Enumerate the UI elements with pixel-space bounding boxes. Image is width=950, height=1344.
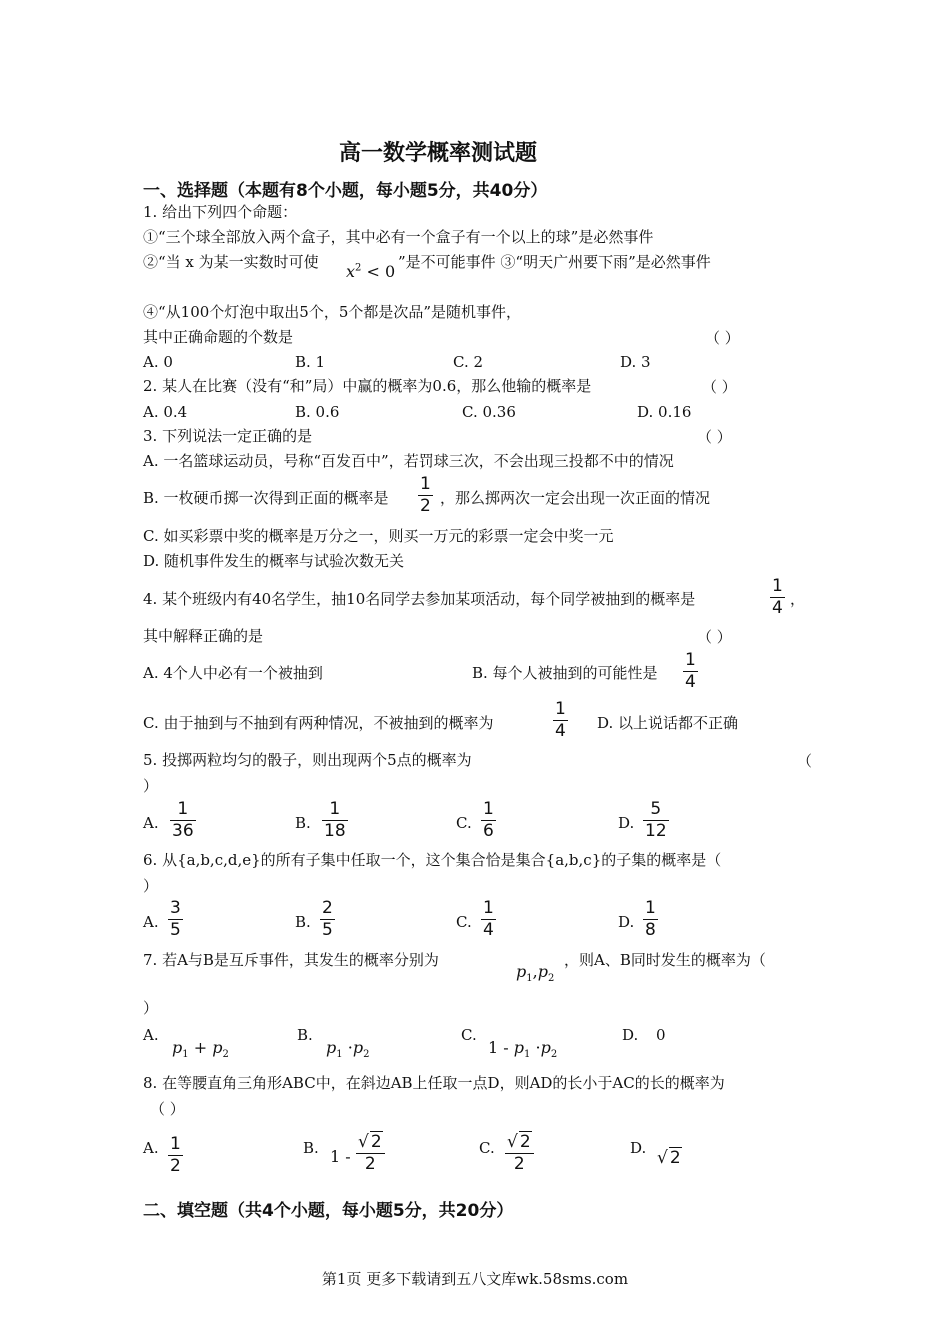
subscript: 1 [336,1049,343,1061]
q7-label-b: B. [297,1026,313,1044]
var-p: p [326,1038,337,1057]
var-p: p [537,962,548,981]
radicand: 2 [669,1148,681,1168]
denominator: 2 [170,1156,181,1176]
q7-option-a-expr [172,1038,229,1060]
q6-option-b-fraction [320,898,335,941]
q4-option-c: C. 由于抽到与不抽到有两种情况，不被抽到的概率为 [143,714,494,732]
page-title: 高一数学概率测试题 [338,141,537,166]
q3-option-b-part1: B. 一枚硬币掷一次得到正面的概率是 [143,489,389,507]
one-minus: 1 - [488,1038,509,1057]
q8-option-c-fraction [505,1131,534,1175]
q8-option-b-fraction [356,1131,385,1175]
q6-option-a-fraction [168,898,183,941]
q7-option-b-expr [326,1038,369,1060]
dot-sign: · [535,1038,541,1057]
numerator: 3 [170,898,181,918]
q1-option-c: C. 2 [453,353,484,371]
denominator: 4 [555,721,566,741]
numerator: 1 [420,474,431,494]
q3-fraction-half [418,474,433,517]
q1-answer-blank: （ ） [705,329,740,347]
numerator: 1 [645,898,656,918]
plus-sign: + [193,1038,208,1057]
denominator: 12 [645,821,667,841]
q7-paren-close: ） [143,999,159,1017]
radicand: 2 [370,1132,382,1152]
q3-option-c: C. 如买彩票中奖的概率是万分之一，则买一万元的彩票一定会中奖一元 [143,527,614,545]
q1-stem: 1. 给出下列四个命题： [143,203,298,221]
q6-label-c: C. [456,913,472,931]
q8-label-c: C. [479,1139,495,1157]
q5-option-d-fraction [643,799,669,842]
q4-answer-blank: （ ） [697,628,732,646]
q7-label-d: D. [622,1026,639,1044]
denominator: 36 [172,821,194,841]
q4-stem-part1: 4. 某个班级内有40名学生，抽10名同学去参加某项活动，每个同学被抽到的概率是 [143,590,696,608]
numerator: 1 [483,799,494,819]
q3-stem: 3. 下列说法一定正确的是 [143,427,313,445]
q8-option-b-one-minus: 1 - [330,1147,351,1166]
q7-option-c-expr [488,1038,557,1060]
q5-paren-open: （ [797,752,813,770]
var-p: p [516,962,527,981]
q2-option-b: B. 0.6 [295,403,340,421]
denominator: 2 [356,1153,385,1175]
q5-paren-close: ） [143,777,159,795]
dot-sign: · [347,1038,353,1057]
q5-label-b: B. [295,814,311,832]
q6-stem: 6. 从{a,b,c,d,e}的所有子集中任取一个，这个集合恰是集合{a,b,c}的子集的概率是（ [143,851,722,869]
var-p: p [172,1038,183,1057]
denominator: 2 [505,1153,534,1175]
q1-prop-4: ④“从100个灯泡中取出5个，5个都是次品”是随机事件， [143,303,522,321]
q5-label-a: A. [143,814,159,832]
var-p: p [540,1038,551,1057]
exponent: 2 [355,262,362,274]
q4-comma: ， [790,590,806,608]
q5-option-b-fraction [322,799,348,842]
q4-option-b-fraction [683,650,698,693]
q5-option-a-fraction [170,799,196,842]
numerator: 1 [329,799,341,819]
section-1-heading: 一、选择题（本题有8个小题，每小题5分，共40分） [143,181,548,201]
q3-option-b-part2: ，那么掷两次一定会出现一次正面的情况 [440,489,711,507]
denominator: 2 [420,496,431,516]
numerator: 1 [685,650,696,670]
denominator: 18 [324,821,346,841]
q6-paren-close: ） [143,877,159,895]
q7-label-a: A. [143,1026,159,1044]
numerator: 1 [170,1134,181,1154]
q5-label-c: C. [456,814,472,832]
lt-zero: < 0 [366,262,396,281]
q7-probabilities [516,962,554,984]
comma: , [532,962,538,981]
subscript: 1 [524,1049,531,1061]
q5-option-c-fraction [481,799,496,842]
subscript: 2 [547,973,555,985]
var-x: x [346,262,356,281]
q4-fraction-quarter [770,576,785,619]
q7-option-d-value: 0 [656,1026,666,1044]
denominator: 4 [685,672,696,692]
numerator: √ 2 [358,1132,382,1152]
numerator: 1 [772,576,783,596]
q2-stem: 2. 某人在比赛（没有“和”局）中赢的概率为0.6，那么他输的概率是 [143,377,592,395]
q8-label-b: B. [303,1139,319,1157]
q4-option-a: A. 4个人中必有一个被抽到 [143,664,323,682]
q6-option-c-fraction [481,898,496,941]
q2-option-c: C. 0.36 [462,403,516,421]
q1-option-b: B. 1 [295,353,326,371]
subscript: 1 [182,1049,189,1061]
numerator: 1 [177,799,189,819]
q3-option-a: A. 一名篮球运动员，号称“百发百中”，若罚球三次，不会出现三投都不中的情况 [143,452,674,470]
q8-option-d-sqrt: √ 2 [657,1148,681,1168]
radicand: 2 [519,1132,531,1152]
q8-stem: 8. 在等腰直角三角形ABC中，在斜边AB上任取一点D，则AD的长小于AC的长的概率为 [143,1074,725,1092]
denominator: 8 [645,920,656,940]
q1-prop-2b: ”是不可能事件 ③“明天广州要下雨”是必然事件 [398,253,711,271]
denominator: 5 [322,920,333,940]
q1-option-d: D. 3 [620,353,651,371]
denominator: 5 [170,920,181,940]
var-p: p [513,1038,525,1057]
q1-option-a: A. 0 [143,353,173,371]
q4-option-d: D. 以上说话都不正确 [597,714,739,732]
q7-stem-part2: ，则A、B同时发生的概率为（ [564,951,766,969]
q6-label-b: B. [295,913,311,931]
q1-inequality [346,262,395,281]
var-p: p [212,1038,223,1057]
q3-answer-blank: （ ） [697,428,732,446]
q5-label-d: D. [618,814,635,832]
q7-label-c: C. [461,1026,477,1044]
q8-label-a: A. [143,1139,159,1157]
q8-label-d: D. [630,1139,647,1157]
subscript: 1 [526,973,533,985]
q4-stem-part2: 其中解释正确的是 [143,627,264,645]
section-2-heading: 二、填空题（共4个小题，每小题5分，共20分） [143,1201,514,1221]
q1-prop-1: ①“三个球全部放入两个盒子，其中必有一个盒子有一个以上的球”是必然事件 [143,228,654,246]
subscript: 2 [222,1049,229,1061]
q8-answer-blank: （ ） [150,1100,185,1118]
q6-option-d-fraction [643,898,658,941]
q2-option-a: A. 0.4 [143,403,188,421]
q2-answer-blank: （ ） [702,378,737,396]
page-footer: 第1页 更多下载请到五八文库wk.58sms.com [321,1270,629,1288]
q1-question: 其中正确命题的个数是 [143,328,294,346]
numerator: 1 [483,898,494,918]
q6-label-a: A. [143,913,159,931]
numerator: 2 [322,898,333,918]
q5-stem: 5. 投掷两粒均匀的骰子，则出现两个5点的概率为 [143,751,472,769]
q1-prop-2a: ②“当 x 为某一实数时可使 [143,253,319,271]
q2-option-d: D. 0.16 [637,403,692,421]
numerator: √ 2 [507,1132,531,1152]
denominator: 4 [772,598,783,618]
q3-option-d: D. 随机事件发生的概率与试验次数无关 [143,552,405,570]
q7-stem-part1: 7. 若A与B是互斥事件，其发生的概率分别为 [143,951,439,969]
denominator: 6 [483,821,494,841]
q6-label-d: D. [618,913,635,931]
var-p: p [352,1038,364,1057]
numerator: 1 [555,699,566,719]
numerator: 5 [650,799,662,819]
q4-option-b: B. 每个人被抽到的可能性是 [472,664,658,682]
denominator: 4 [483,920,494,940]
q8-option-a-fraction [168,1134,183,1177]
subscript: 2 [363,1049,370,1061]
q4-option-c-fraction [553,699,568,742]
subscript: 2 [550,1049,558,1061]
